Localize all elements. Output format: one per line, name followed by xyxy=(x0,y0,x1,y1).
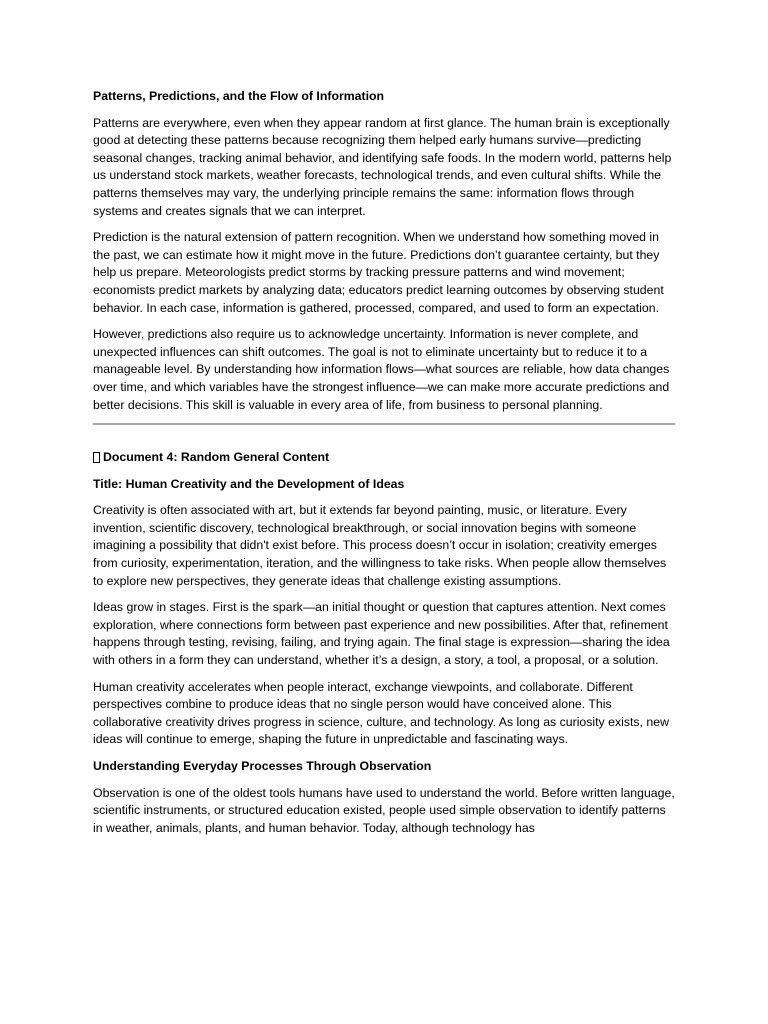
paragraph: Human creativity accelerates when people interact, exchange viewpoints, and collaborate. Different perspectives combine to produce ideas that no single person would have conceived alone. This collaborative creativity drives progress in science, culture, and technology. As long as curiosity exists, new ideas will continue to emerge, shaping the future in unpredictable and fascinating ways. xyxy=(93,679,669,747)
horizontal-divider xyxy=(93,423,675,425)
paragraph: Creativity is often associated with art, but it extends far beyond painting, music, or literature. Every invention, scientific discovery, technological breakthrough, or social innovation begins with someone imagining a possibility that didn't exist before. This process doesn’t occur in isolation; creativity emerges from curiosity, experimentation, iteration, and the willingness to take risks. When people allow themselves to explore new perspectives, they generate ideas that challenge existing assumptions. xyxy=(93,503,667,588)
paragraph: Ideas grow in stages. First is the spark—an initial thought or question that captures attention. Next comes exploration, where connections form between past experience and new possibilities. After that, refinement happens through testing, revising, failing, and trying again. The final stage is expression—sharing the idea with others in a form they can understand, whether it’s a design, a story, a tool, a proposal, or a solution. xyxy=(93,600,670,668)
section-title-patterns: Patterns, Predictions, and the Flow of Information xyxy=(93,89,385,103)
missing-glyph-icon xyxy=(93,452,100,463)
document-label: Document 4: Random General Content xyxy=(103,450,330,465)
paragraph: Patterns are everywhere, even when they appear random at first glance. The human brain is exceptionally good at detecting these patterns because recognizing them helped early humans survive—predicting seasonal changes, tracking animal behavior, and identifying safe foods. In the modern world, patterns help us understand stock markets, weather forecasts, technological trends, and even cultural shifts. While the patterns themselves may vary, the underlying principle remains the same: information flows through systems and creates signals that we can interpret. xyxy=(93,115,672,218)
document-page xyxy=(93,88,675,846)
section-title-observation: Understanding Everyday Processes Through Observation xyxy=(93,759,432,773)
section-title-creativity: Title: Human Creativity and the Development of Ideas xyxy=(93,476,405,491)
paragraph: Prediction is the natural extension of pattern recognition. When we understand how something moved in the past, we can estimate how it might move in the future. Predictions don’t guarantee certainty, but they help us prepare. Meteorologists predict storms by tracking pressure patterns and wind movement; economists predict markets by analyzing data; educators predict learning outcomes by observing student behavior. In each case, information is gathered, processed, compared, and used to form an expectation. xyxy=(93,230,664,315)
paragraph: Observation is one of the oldest tools humans have used to understand the world. Before written language, scientific instruments, or structured education existed, people used simple observation to identify patterns in weather, animals, plants, and human behavior. Today, although technology has xyxy=(93,785,675,835)
paragraph: However, predictions also require us to acknowledge uncertainty. Information is never complete, and unexpected influences can shift outcomes. The goal is not to eliminate uncertainty but to reduce it to a manageable level. By understanding how information flows—what sources are reliable, how data changes over time, and which variables have the strongest influence—we can make more accurate predictions and better decisions. This skill is valuable in every area of life, from business to personal planning. xyxy=(93,327,670,412)
document-heading xyxy=(93,449,675,467)
